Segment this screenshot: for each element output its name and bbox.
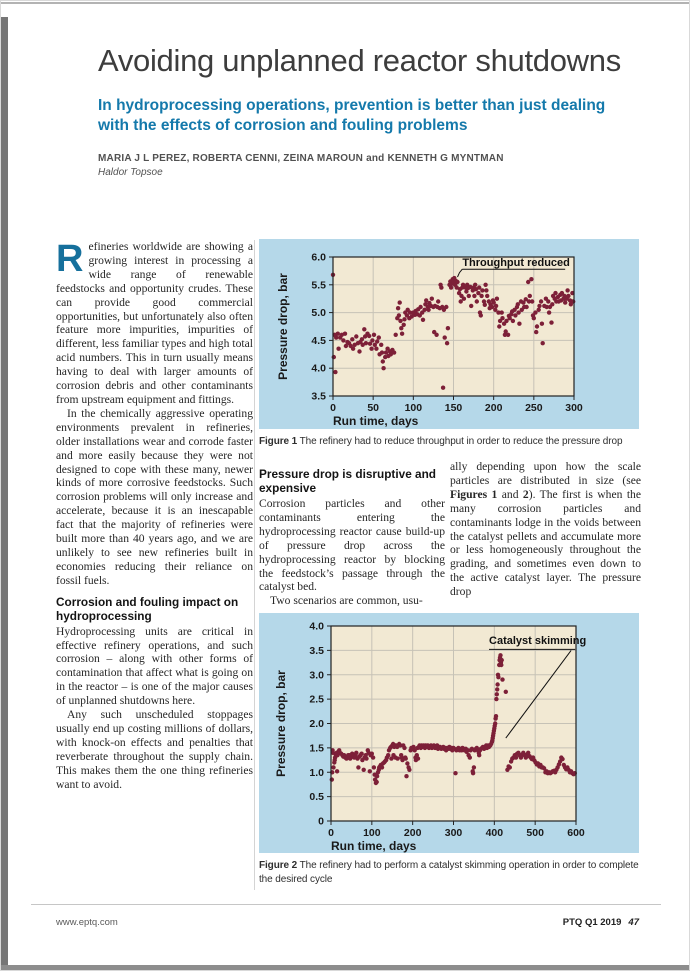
figure1-caption-text: The refinery had to reduce throughput in order to reduce the pressure drop [299,436,623,447]
figure-reference: 2 [522,487,529,501]
svg-text:150: 150 [444,402,463,414]
left-column [56,240,253,792]
figure2-chart [259,613,639,853]
svg-text:Catalyst skimming: Catalyst skimming [489,635,587,648]
paragraph [56,240,253,407]
svg-text:300: 300 [444,827,463,839]
svg-text:200: 200 [403,827,422,839]
paragraph-text: and [497,487,523,501]
footer-issue [563,917,639,928]
svg-text:4.0: 4.0 [309,620,324,633]
figure1-caption [259,435,641,449]
svg-text:1.5: 1.5 [309,742,324,755]
paragraph: Any such unscheduled stoppages usually end up costing millions of dollars, with knock-on effects and penalties that reverberate throughout the supply chain. This makes them the one thing refineries want to avoid. [56,708,253,791]
svg-text:Run time, days: Run time, days [331,839,417,853]
middle-column [259,460,445,608]
paragraph [450,460,641,599]
svg-text:250: 250 [525,402,543,414]
paragraph: Two scenarios are common, usu- [270,594,423,608]
svg-text:6.0: 6.0 [311,251,326,264]
figure2-caption-text: The refinery had to perform a catalyst skimming operation in order to complete the desired cycle [259,860,639,885]
svg-text:Pressure drop, bar: Pressure drop, bar [274,670,288,777]
article-affiliation: Haldor Topsoe [98,167,163,178]
svg-text:3.5: 3.5 [309,644,324,657]
svg-text:Run time, days: Run time, days [333,414,419,428]
svg-text:600: 600 [567,827,585,839]
svg-text:500: 500 [526,827,544,839]
figure2-caption [259,859,641,886]
svg-text:Throughput reduced: Throughput reduced [462,256,570,269]
footer-page-number: 47 [628,917,639,928]
paragraph-text: efineries worldwide are showing a growing interest in processing a wide range of renewable feedstocks and opportunity crudes. These can provide good commercial opportunities, but unfortunately also often feature more impurities, impurities of different, less familiar types and high total acid numbers. This in turn usually means having to deal with larger amounts of corrosion debris and other contaminants from upstream equipment and fittings. [56,240,253,406]
svg-text:300: 300 [565,402,583,414]
svg-text:200: 200 [484,402,503,414]
figure1-caption-label: Figure 1 [259,436,298,447]
svg-text:3.0: 3.0 [309,669,324,682]
right-column [450,460,641,599]
scan-edge-left [1,17,8,970]
svg-text:Pressure drop, bar: Pressure drop, bar [276,273,290,380]
svg-text:100: 100 [363,827,381,839]
section-heading: Pressure drop is disruptive and expensive [259,467,437,495]
svg-text:50: 50 [367,402,380,414]
paragraph-text: ally depending upon how the scale particles are distributed in size (see [450,460,641,487]
article-authors: MARIA J L PEREZ, ROBERTA CENNI, ZEINA MAROUN and KENNETH G MYNTMAN [98,153,504,164]
svg-text:4.0: 4.0 [311,362,326,375]
footer-issue-label: PTQ Q1 2019 [562,917,622,928]
svg-text:100: 100 [404,402,423,414]
svg-text:2.5: 2.5 [309,693,324,706]
svg-text:4.5: 4.5 [311,334,326,347]
svg-text:5.0: 5.0 [311,307,326,320]
section-heading: Corrosion and fouling impact on hydroprocessing [56,594,239,623]
svg-text:2.0: 2.0 [309,718,324,730]
paragraph: In the chemically aggressive operating environments prevalent in refineries, older installations wear and corrode faster and more easily because they were not designed to cope with these many, newer kinds of more corrosive feedstocks. Such corrosion problems will only increase and accelerate, because it is an inescapable fact that the majority of refineries were built more than 40 years ago, and we are unlikely to see new refineries built in economies reducing their reliance on fossil fuels. [56,406,253,587]
figure2-caption-label: Figure 2 [259,860,298,871]
svg-text:0: 0 [328,827,334,839]
figure2-panel [259,613,639,853]
svg-text:0.5: 0.5 [309,791,324,804]
svg-text:0: 0 [330,402,336,414]
figure1-panel [259,239,639,429]
scan-edge-bottom [1,965,689,970]
svg-text:3.5: 3.5 [311,390,326,403]
paragraph: Corrosion particles and other contaminants entering the hydroprocessing reactor cause build-up of pressure drop across the hydroprocessing reactor by blocking the feedstock’s passage through the catalyst bed. [259,497,445,594]
article-title: Avoiding unplanned reactor shutdowns [98,43,621,78]
footer-website: www.eptq.com [56,917,118,928]
scan-edge-top [1,2,689,4]
column-rule [254,240,255,890]
figure1-chart [259,239,639,429]
paragraph: Hydroprocessing units are critical in effective refinery operations, and such corrosion – along with other forms of contamination that affect what is going on in the reactor – is one of the major causes of unplanned shutdowns here. [56,624,253,708]
article-subtitle: In hydroprocessing operations, prevention is better than just dealing with the effects of corrosion and fouling problems [98,97,606,134]
paragraph-text: ). The first is when the many corrosion particles and contaminants lodge in the voids between the catalyst pellets and accumulate more or less homogeneously throughout the grading, and sometimes even down to the active catalyst layer. The pressure drop [450,487,641,599]
svg-text:5.5: 5.5 [311,279,326,292]
footer-rule [31,904,661,905]
svg-text:0: 0 [318,815,324,828]
drop-cap: R [56,238,84,280]
figure-reference: Figures 1 [450,487,498,501]
svg-text:1.0: 1.0 [309,766,324,779]
svg-text:400: 400 [485,827,504,839]
